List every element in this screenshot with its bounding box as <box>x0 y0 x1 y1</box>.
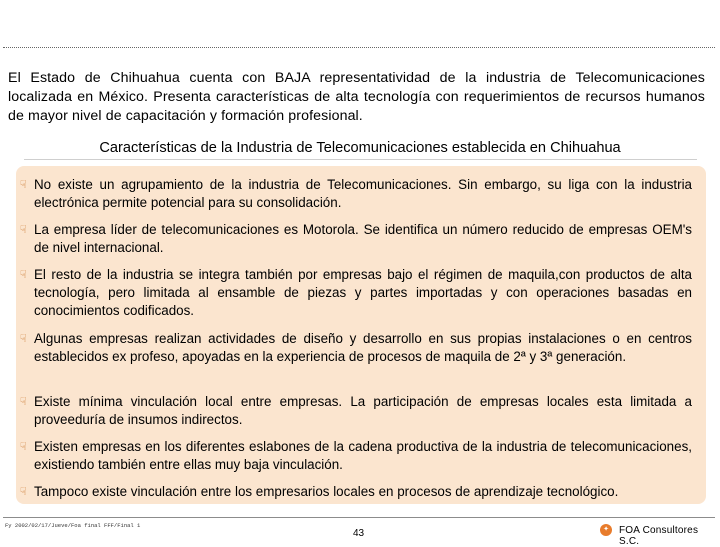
bullet-text: La empresa líder de telecomunicaciones es Motorola. Se identifica un número reducido de empresas OEM's de nivel internacional. <box>34 222 692 256</box>
bullet-text: Tampoco existe vinculación entre los empresarios locales en procesos de aprendizaje tecnológico. <box>34 484 619 499</box>
intro-paragraph: El Estado de Chihuahua cuenta con BAJA representatividad de la industria de Telecomunicaciones localizada en México. Presenta características de alta tecnología con requerimientos de recursos humanos de mayor nivel de capacitación y formación profesional. <box>8 70 705 125</box>
company-logo: ✦ <box>600 524 612 536</box>
list-item <box>20 266 692 321</box>
hand-pointing-down-icon: ☟ <box>20 440 27 453</box>
hand-pointing-down-icon: ☟ <box>20 223 27 236</box>
footer-file-path: Fy 2002/02/17/Jueve/Foa final FFF/Final 1 <box>5 522 141 529</box>
company-name: FOA Consultores S.C. <box>619 525 699 547</box>
list-item <box>20 438 692 474</box>
page-number: 43 <box>353 528 365 539</box>
bullet-text: Existe mínima vinculación local entre empresas. La participación de empresas locales esta limitada a proveeduría de insumos indirectos. <box>34 394 692 428</box>
hand-pointing-down-icon: ☟ <box>20 395 27 408</box>
footer-divider <box>3 517 715 518</box>
list-item <box>20 330 692 366</box>
hand-pointing-down-icon: ☟ <box>20 332 27 345</box>
title-underline <box>24 159 697 160</box>
bullet-text: Algunas empresas realizan actividades de diseño y desarrollo en sus propias instalaciones o en centros establecidos ex profeso, apoyadas en la experiencia de procesos de maquila de 2ª y 3ª generación. <box>34 331 692 365</box>
bullet-text: Existen empresas en los diferentes eslabones de la cadena productiva de la industria de telecomunicaciones, existiendo también entre ellas muy baja vinculación. <box>34 439 692 473</box>
list-item <box>20 176 692 212</box>
hand-pointing-down-icon: ☟ <box>20 485 27 498</box>
list-item <box>20 483 692 501</box>
hand-pointing-down-icon: ☟ <box>20 178 27 191</box>
bullet-text: No existe un agrupamiento de la industria de Telecomunicaciones. Sin embargo, su liga con la industria electrónica permite potencial para su consolidación. <box>34 177 692 211</box>
hand-pointing-down-icon: ☟ <box>20 268 27 281</box>
list-item <box>20 393 692 429</box>
top-divider <box>3 47 715 48</box>
list-item <box>20 221 692 257</box>
section-title: Características de la Industria de Telecomunicaciones establecida en Chihuahua <box>99 140 621 156</box>
bullet-text: El resto de la industria se integra también por empresas bajo el régimen de maquila,con productos de alta tecnología, pero limitada al ensamble de piezas y partes importadas y con operaciones basadas en conocimientos codificados. <box>34 267 692 319</box>
